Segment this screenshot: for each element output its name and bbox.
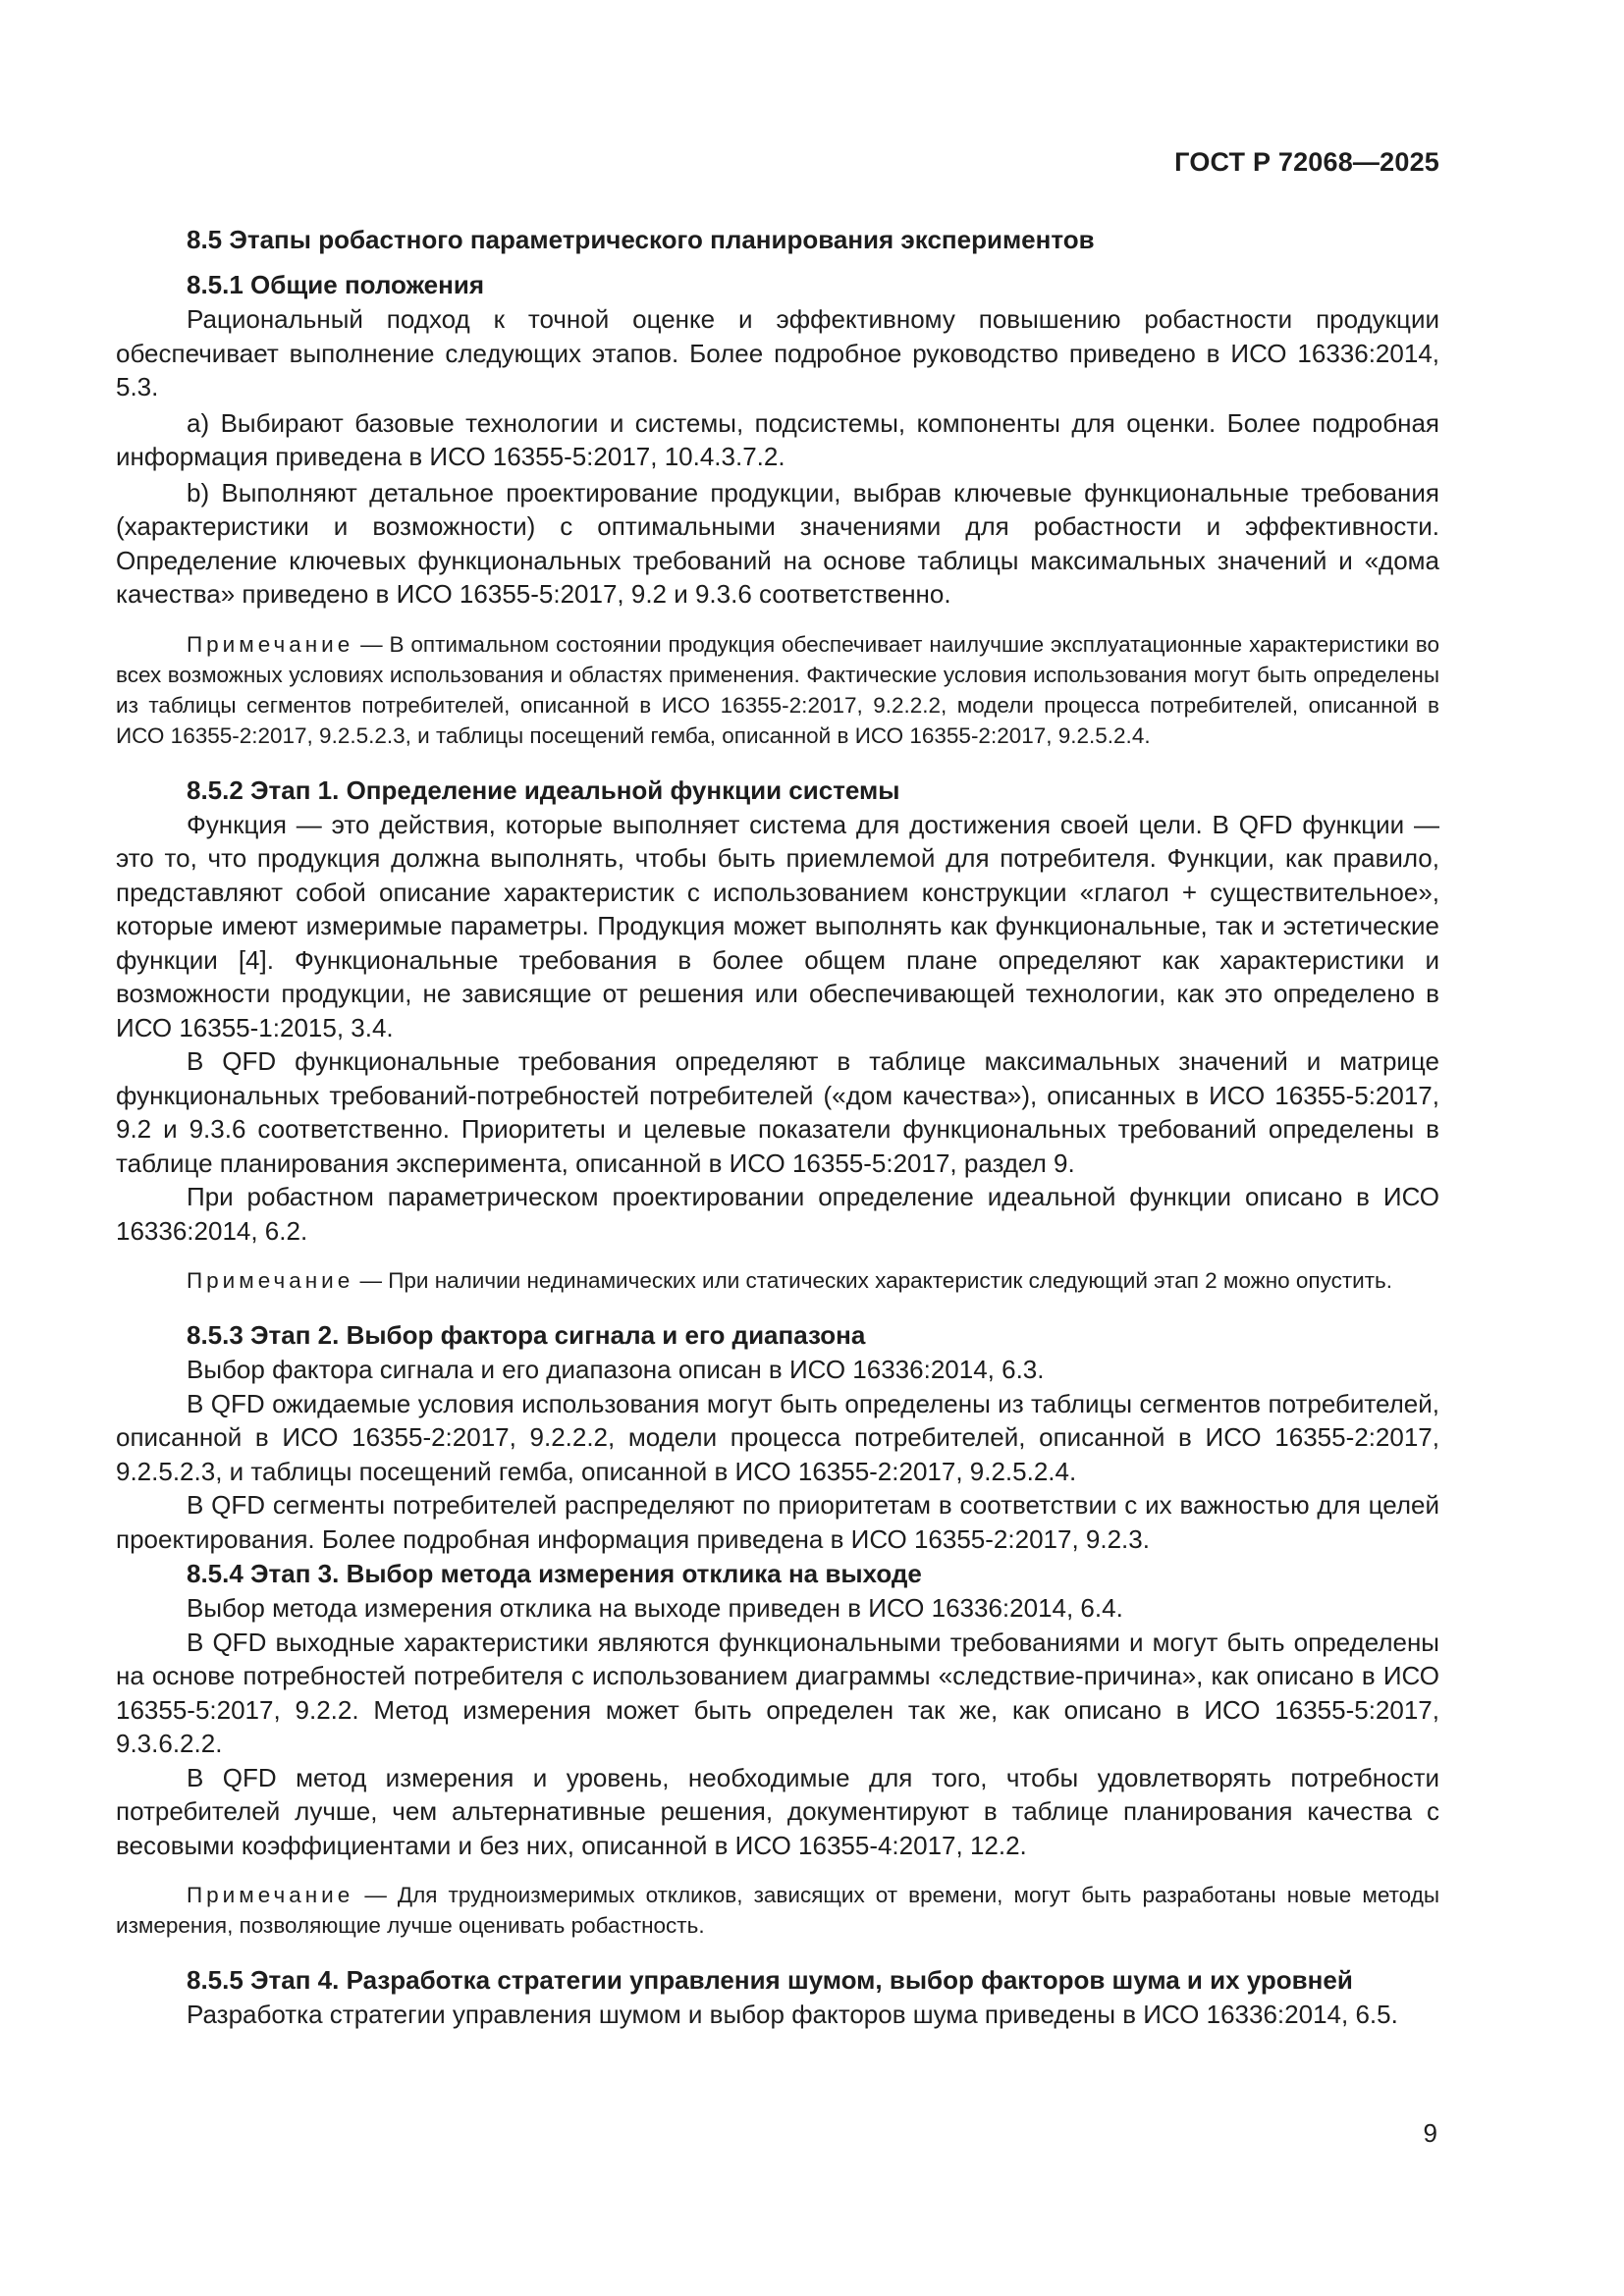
paragraph: В QFD функциональные требования определяют в таблице максимальных значений и матрице функциональных требований-потребностей потребителей («дом качества»), описанных в ИСО 16355-5:2017, 9.2 и 9.3.6 соответственно. Приоритеты и целевые показатели функциональных требований определены в таблице планирования эксперимента, описанной в ИСО 16355-5:2017, раздел 9. (116, 1046, 1439, 1178)
section-8-5-4-heading: 8.5.4 Этап 3. Выбор метода измерения отклика на выходе (187, 1559, 922, 1588)
paragraph: При робастном параметрическом проектировании определение идеальной функции описано в ИСО 16336:2014, 6.2. (116, 1182, 1439, 1246)
list-item-a: a) Выбирают базовые технологии и системы, подсистемы, компоненты для оценки. Более подробная информация приведена в ИСО 16355-5:2017, 10.4.3.7.2. (116, 407, 1439, 471)
paragraph: В QFD сегменты потребителей распределяют по приоритетам в соответствии с их важностью для целей проектирования. Более подробная информация приведена в ИСО 16355-2:2017, 9.2.3. (116, 1490, 1439, 1554)
note-label: Примечание (187, 1268, 354, 1293)
standard-designation: ГОСТ Р 72068—2025 (1174, 147, 1439, 177)
note-label: Примечание (187, 631, 354, 657)
section-8-5-2-heading: 8.5.2 Этап 1. Определение идеальной функции системы (187, 774, 900, 805)
paragraph: В QFD метод измерения и уровень, необходимые для того, чтобы удовлетворять потребности потребителей лучше, чем альтернативные решения, документируют в таблице планирования качества с весовыми коэффициентами и без них, описанной в ИСО 16355-4:2017, 12.2. (116, 1762, 1439, 1860)
section-8-5-1-heading: 8.5.1 Общие положения (187, 270, 484, 299)
note-text: — При наличии нединамических или статических характеристик следующий этап 2 можно опустить. (353, 1268, 1392, 1293)
section-8-5-5-heading: 8.5.5 Этап 4. Разработка стратегии управления шумом, выбор факторов шума и их уровней (187, 1965, 1353, 1995)
section-8-5-3-heading: 8.5.3 Этап 2. Выбор фактора сигнала и его диапазона (187, 1320, 866, 1350)
paragraph: Выбор метода измерения отклика на выходе приведен в ИСО 16336:2014, 6.4. (187, 1593, 1123, 1623)
paragraph: В QFD ожидаемые условия использования могут быть определены из таблицы сегментов потребителей, описанной в ИСО 16355-2:2017, 9.2.2.2, модели процесса потребителей, описанной в ИСО 16355-2:2017, 9.2.5.2.3, и таблицы посещений гемба, описанной в ИСО 16355-2:2017, 9.2.5.2.4. (116, 1388, 1439, 1486)
note (116, 1265, 1439, 1296)
note (116, 1880, 1439, 1941)
page-content (116, 222, 1439, 2032)
paragraph: В QFD выходные характеристики являются функциональными требованиями и могут быть определены на основе потребностей потребителя с использованием диаграммы «следствие-причина», как описано в ИСО 16355-5:2017, 9.2.2. Метод измерения может быть определен так же, как описано в ИСО 16355-5:2017, 9.3.6.2.2. (116, 1627, 1439, 1758)
note (116, 629, 1439, 751)
paragraph: Рациональный подход к точной оценке и эффективному повышению робастности продукции обеспечивает выполнение следующих этапов. Более подробное руководство приведено в ИСО 16336:2014, 5.3. (116, 304, 1439, 401)
list-item-b: b) Выполняют детальное проектирование продукции, выбрав ключевые функциональные требования (характеристики и возможности) с оптимальными значениями для робастности и эффективности. Определение ключевых функциональных требований на основе таблицы максимальных значений и «дома качества» приведено в ИСО 16355-5:2017, 9.2 и 9.3.6 соответственно. (116, 477, 1439, 609)
paragraph: Выбор фактора сигнала и его диапазона описан в ИСО 16336:2014, 6.3. (187, 1355, 1045, 1384)
note-text: — Для трудноизмеримых откликов, зависящих от времени, могут быть разработаны новые методы измерения, позволяющие лучше оценивать робастность. (116, 1883, 1439, 1938)
section-8-5-heading: 8.5 Этапы робастного параметрического планирования экспериментов (187, 225, 1095, 254)
paragraph: Разработка стратегии управления шумом и выбор факторов шума приведены в ИСО 16336:2014, 6.5. (187, 2000, 1398, 2029)
page-number: 9 (1423, 2118, 1437, 2148)
note-label: Примечание (187, 1883, 354, 1907)
paragraph: Функция — это действия, которые выполняет система для достижения своей цели. В QFD функции — это то, что продукция должна выполнять, чтобы быть приемлемой для потребителя. Функции, как правило, представляют собой описание характеристик с использованием конструкции «глагол + существительное», которые имеют измеримые параметры. Продукция может выполнять как функциональные, так и эстетические функции [4]. Функциональные требования в более общем плане определяют как характеристики и возможности продукции, не зависящие от решения или обеспечивающей технологии, как это определено в ИСО 16355-1:2015, 3.4. (116, 809, 1439, 1042)
note-text: — В оптимальном состоянии продукция обеспечивает наилучшие эксплуатационные характеристики во всех возможных условиях использования и областях применения. Фактические условия использования могут быть определены из таблицы сегментов потребителей, описанной в ИСО 16355-2:2017, 9.2.2.2, модели процесса потребителей, описанной в ИСО 16355-2:2017, 9.2.5.2.3, и таблицы посещений гемба, описанной в ИСО 16355-2:2017, 9.2.5.2.4. (116, 631, 1439, 748)
